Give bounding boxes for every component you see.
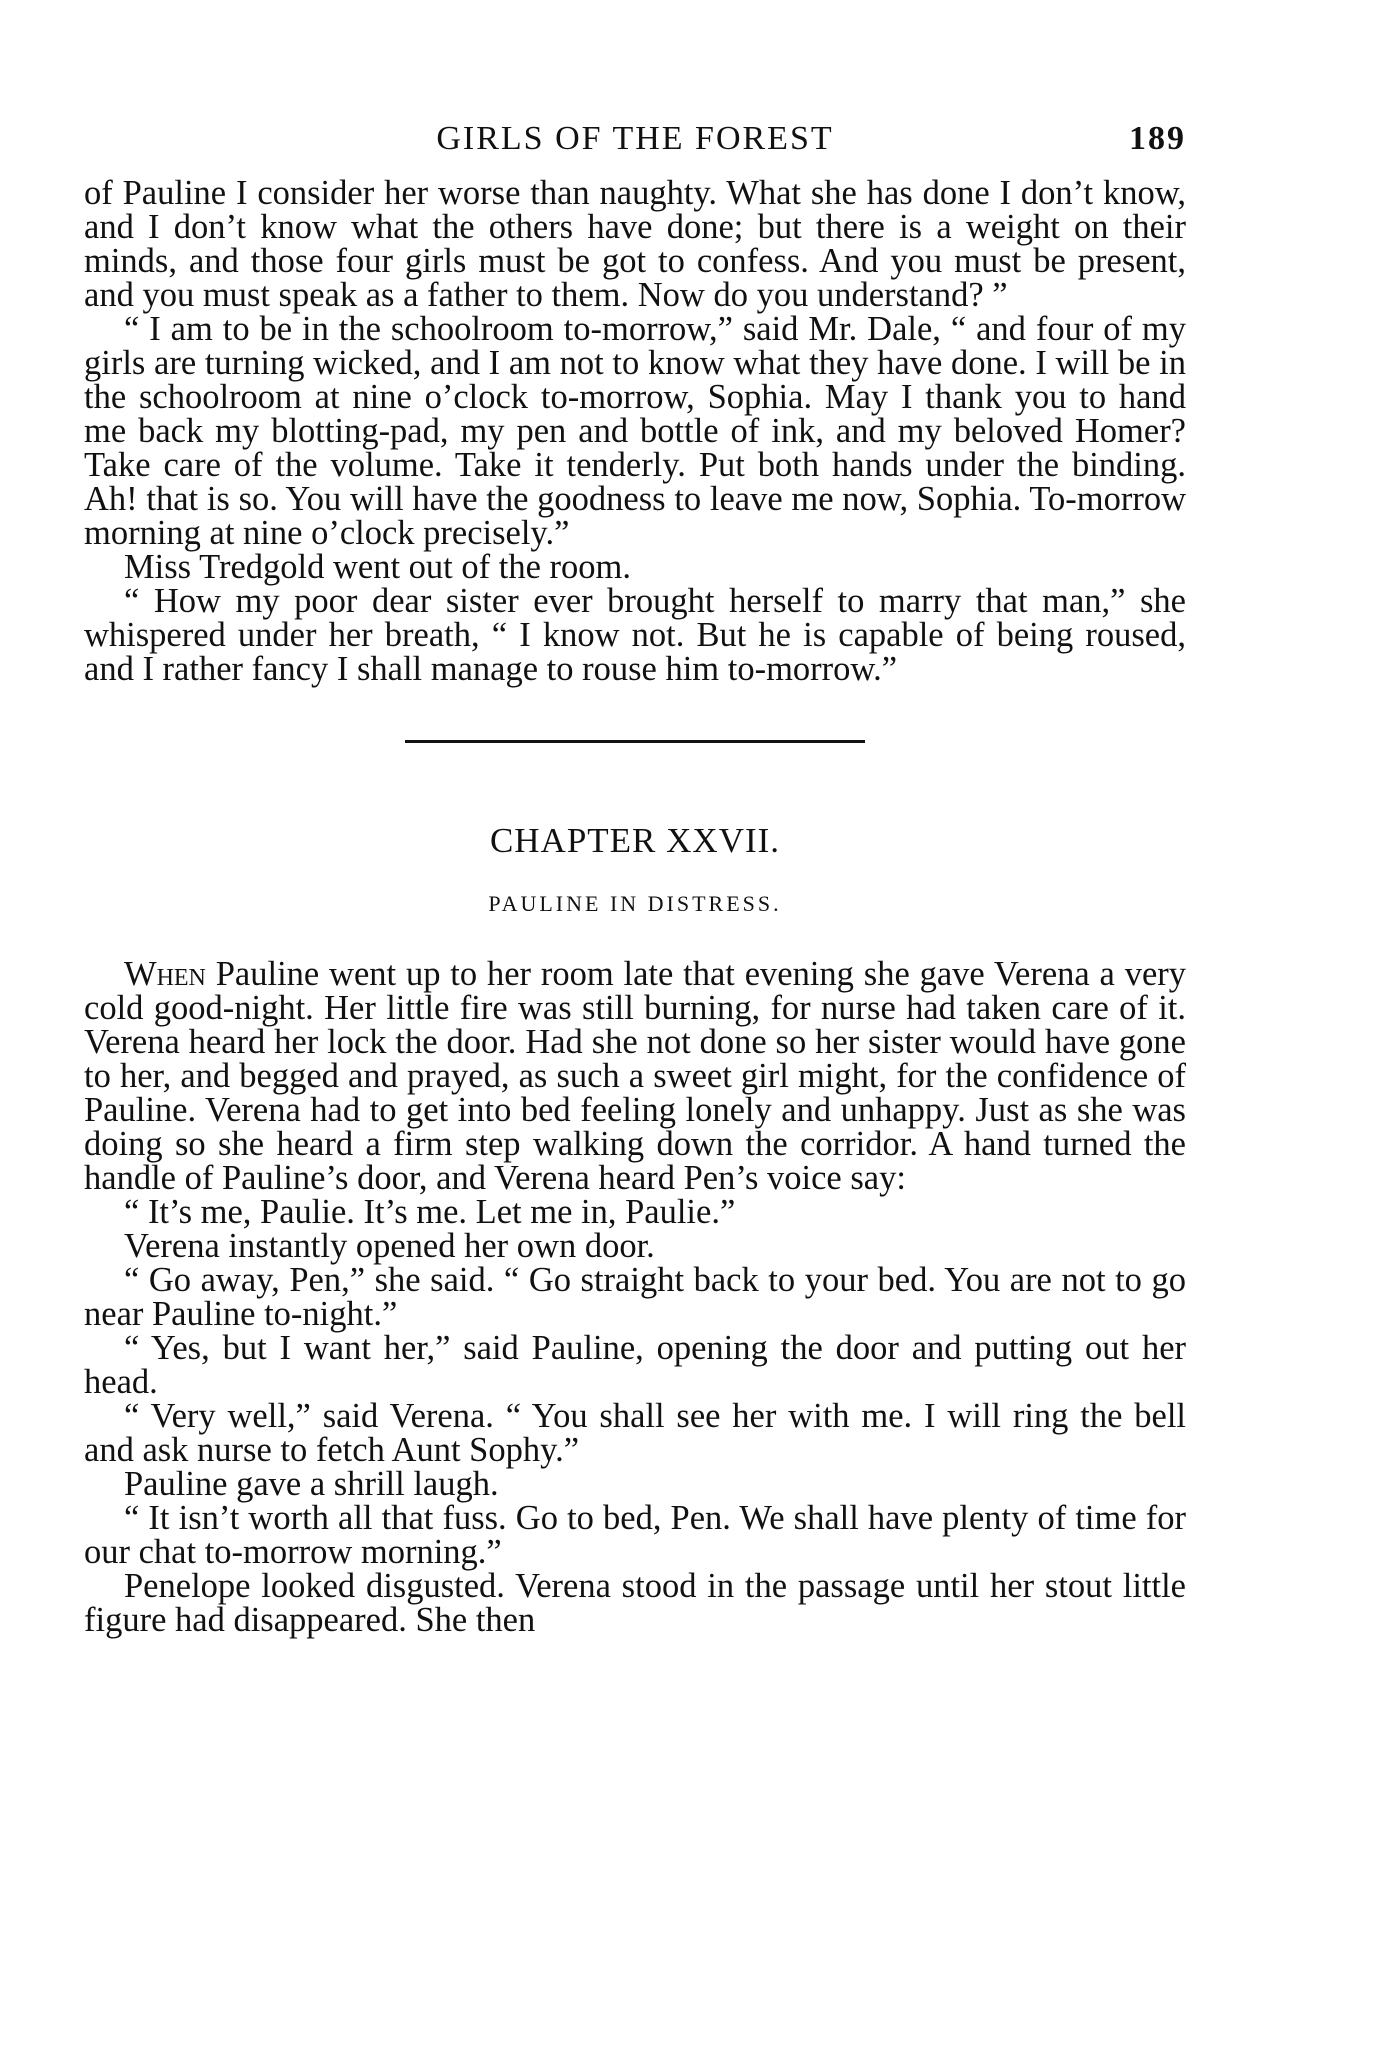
paragraph: “ It’s me, Paulie. It’s me. Let me in, Paulie.” (124, 1193, 736, 1231)
paragraph: Verena instantly opened her own door. (124, 1227, 655, 1265)
chapter-title: CHAPTER XXVII. (489, 821, 781, 860)
book-page (84, 120, 1186, 1637)
paragraph: “ I am to be in the schoolroom to-morrow,” said Mr. Dale, “ and four of my girls are turning wicked, and I am not to know what they have done. I will be in the schoolroom at nine o’clock to-morrow, Sophia. May I thank you to hand me back my blotting-pad, my pen and bottle of ink, and my beloved Homer? Take care of the volume. Take it tenderly. Put both hands under the binding. Ah! that is so. You will have the goodness to leave me now, Sophia. To-morrow morning at nine o’clock precisely.” (84, 310, 1186, 552)
paragraph: “ How my poor dear sister ever brought herself to marry that man,” she whispered under her breath, “ I know not. But he is capable of being roused, and I rather fancy I shall manage to rouse him to-morrow.” (84, 582, 1186, 688)
paragraph: “ Go away, Pen,” she said. “ Go straight back to your bed. You are not to go near Pauline to-night.” (84, 1261, 1186, 1333)
paragraph: Penelope looked disgusted. Verena stood in the passage until her stout little figure had disappeared. She then (84, 1567, 1186, 1639)
paragraph (84, 957, 1186, 1195)
paragraph: Pauline gave a shrill laugh. (124, 1465, 499, 1503)
running-head (84, 120, 1186, 176)
running-title: GIRLS OF THE FOREST (436, 120, 834, 157)
page-number: 189 (1129, 120, 1186, 157)
paragraph: of Pauline I consider her worse than naughty. What she has done I don’t know, and I don’t know what the others have done; but there is a weight on their minds, and those four girls must be got to confess. And you must be present, and you must speak as a father to them. Now do you understand? ” (84, 174, 1186, 314)
paragraph-rest: Pauline went up to her room late that evening she gave Verena a very cold good-night. Her little fire was still burning, for nurse had taken care of it. Verena heard her lock the door. Had she not done so her sister would have gone to her, and begged and prayed, as such a sweet girl might, for the confidence of Pauline. Verena had to get into bed feeling lonely and unhappy. Just as she was doing so she heard a firm step walking down the corridor. A hand turned the handle of Pauline’s door, and Verena heard Pen’s voice say: (84, 955, 1186, 1197)
continued-text (84, 176, 1186, 686)
paragraph: “ Yes, but I want her,” said Pauline, opening the door and putting out her head. (84, 1329, 1186, 1401)
paragraph: Miss Tredgold went out of the room. (124, 548, 631, 586)
drop-word: When (124, 955, 206, 993)
paragraph: “ It isn’t worth all that fuss. Go to bed, Pen. We shall have plenty of time for our chat to-morrow morning.” (84, 1499, 1186, 1571)
paragraph: “ Very well,” said Verena. “ You shall see her with me. I will ring the bell and ask nurse to fetch Aunt Sophy.” (84, 1397, 1186, 1469)
chapter-subtitle: PAULINE IN DISTRESS. (488, 891, 782, 916)
chapter-text (84, 957, 1186, 1637)
section-divider (405, 740, 865, 743)
